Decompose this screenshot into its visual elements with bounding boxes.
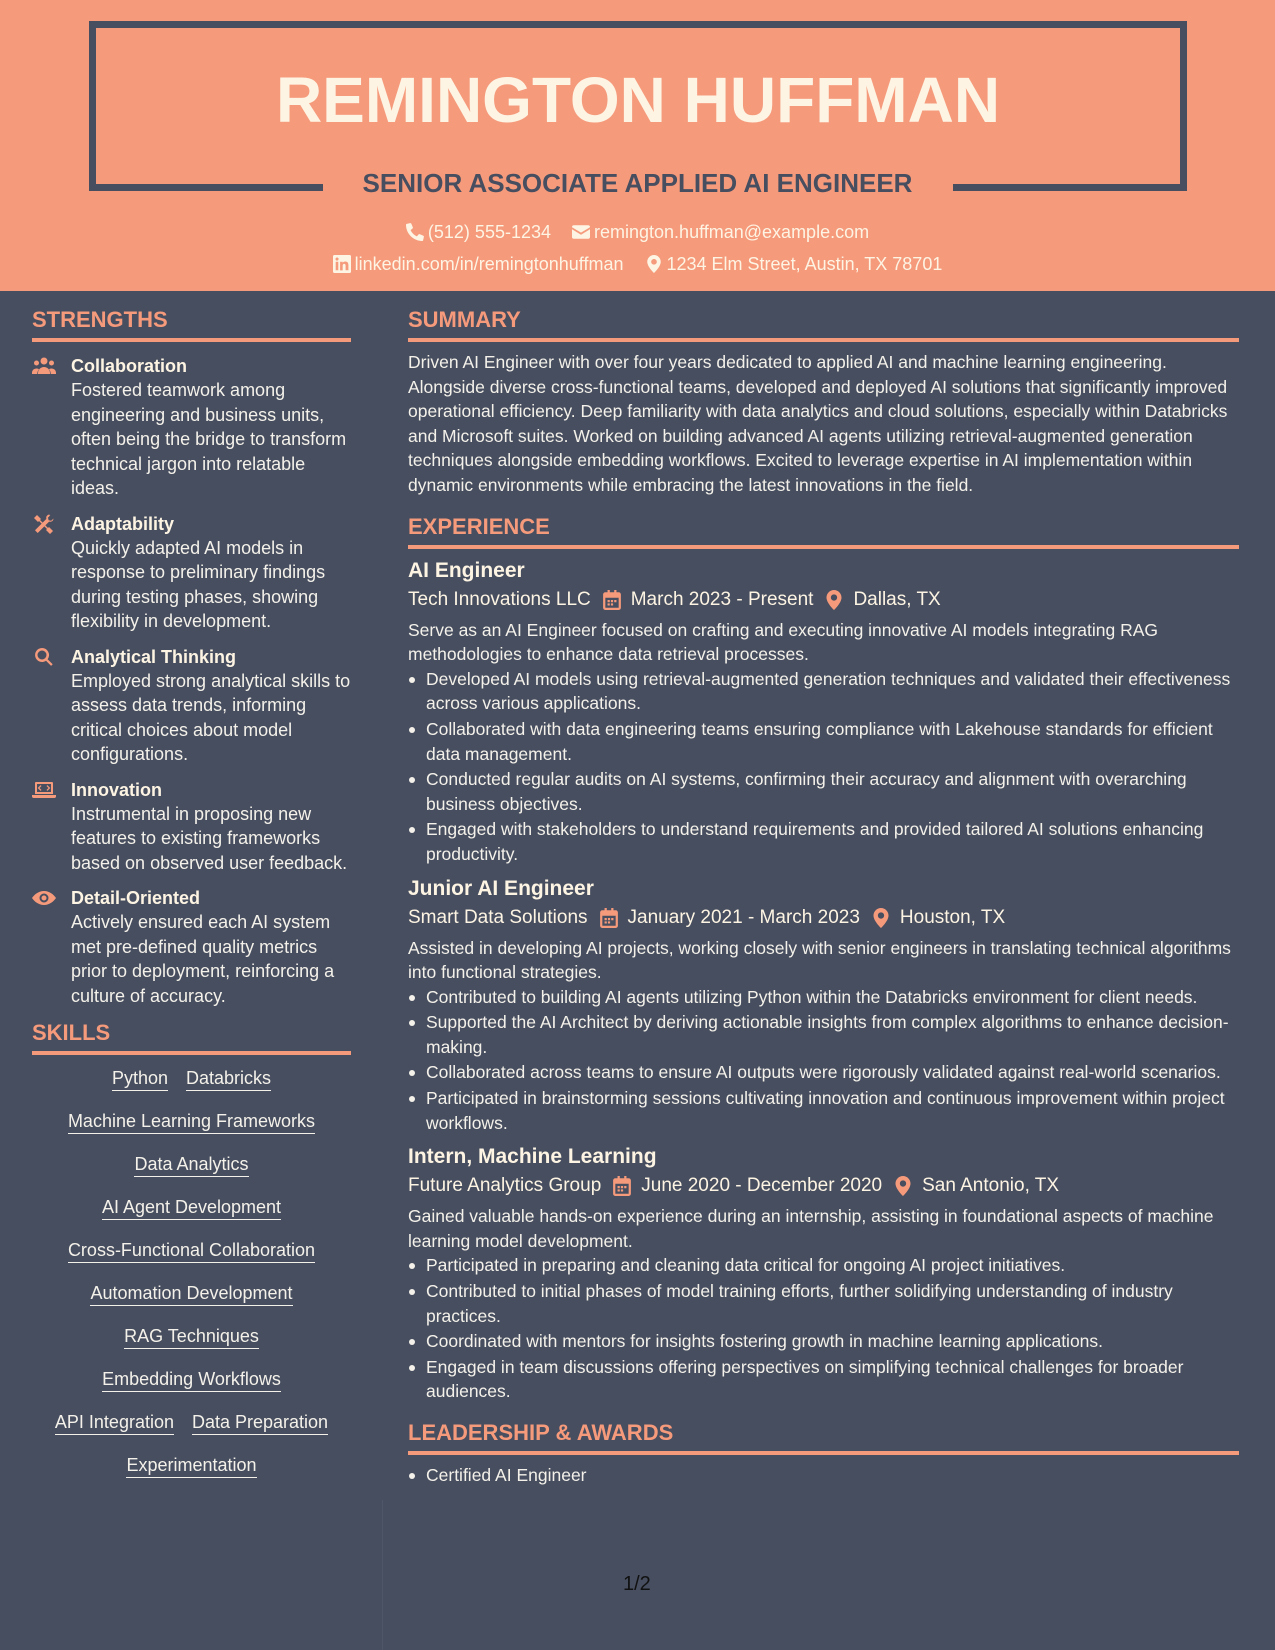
job-description: Gained valuable hands-on experience during an internship, assisting in foundational aspects of machine learning model development. <box>408 1206 1214 1251</box>
linkedin-text: linkedin.com/in/remingtonhuffman <box>354 254 624 274</box>
job-company: Future Analytics Group <box>408 1175 602 1197</box>
job-entry <box>408 557 1239 867</box>
email-contact[interactable] <box>572 220 869 244</box>
experience-heading: EXPERIENCE <box>408 513 1239 549</box>
map-marker-icon <box>645 255 663 273</box>
job-location: Houston, TX <box>899 906 1006 928</box>
job-bullets <box>408 667 1239 867</box>
skill-tag: Experimentation <box>126 1454 256 1478</box>
job-dates: January 2021 - March 2023 <box>627 906 860 928</box>
job-bullets <box>408 985 1239 1136</box>
strength-desc: Instrumental in proposing new features to existing frameworks based on observed user feedback. <box>71 803 348 873</box>
job-meta <box>408 1171 1239 1201</box>
job-bullet: Conducted regular audits on AI systems, confirming their accuracy and alignment with overarching business objectives. <box>408 767 1239 816</box>
skill-tag: Cross-Functional Collaboration <box>68 1239 315 1263</box>
summary-heading: SUMMARY <box>408 306 1239 342</box>
leadership-item: Certified AI Engineer <box>408 1463 1239 1488</box>
resume-header <box>0 0 1275 291</box>
strength-item <box>32 512 351 634</box>
tools-icon <box>32 514 56 534</box>
users-icon <box>32 356 56 376</box>
linkedin-icon <box>333 255 351 273</box>
skills-heading: SKILLS <box>32 1019 351 1055</box>
map-marker-icon <box>825 590 843 610</box>
skill-tag: API Integration <box>55 1411 174 1435</box>
job-entry <box>408 875 1239 1136</box>
job-bullet: Contributed to initial phases of model training efforts, further solidifying understanding of industry practices. <box>408 1279 1239 1328</box>
column-divider <box>382 1500 383 1650</box>
eye-icon <box>32 888 56 908</box>
strength-title: Collaboration <box>71 356 187 376</box>
strength-desc: Actively ensured each AI system met pre-defined quality metrics prior to deployment, reinforcing a culture of accuracy. <box>71 912 335 1006</box>
job-company: Smart Data Solutions <box>408 906 588 928</box>
strength-desc: Quickly adapted AI models in response to preliminary findings during testing phases, showing flexibility in development. <box>71 537 326 631</box>
map-marker-icon <box>894 1176 912 1196</box>
job-dates: June 2020 - December 2020 <box>641 1175 883 1197</box>
job-title: SENIOR ASSOCIATE APPLIED AI ENGINEER <box>362 168 913 198</box>
skill-tag: Databricks <box>186 1067 271 1091</box>
skill-tag: Data Analytics <box>134 1153 248 1177</box>
job-bullet: Contributed to building AI agents utilizing Python within the Databricks environment for client needs. <box>408 985 1239 1010</box>
candidate-name: REMINGTON HUFFMAN <box>275 64 1001 136</box>
calendar-icon <box>603 590 621 610</box>
job-location: Dallas, TX <box>853 588 941 610</box>
map-marker-icon <box>872 908 890 928</box>
calendar-icon <box>613 1176 631 1196</box>
address-text: 1234 Elm Street, Austin, TX 78701 <box>666 254 943 274</box>
address-contact <box>645 252 943 276</box>
job-bullet: Collaborated with data engineering teams ensuring compliance with Lakehouse standards for efficient data management. <box>408 717 1239 766</box>
skill-tag: RAG Techniques <box>124 1325 259 1349</box>
strength-item <box>32 645 351 767</box>
summary-text: Driven AI Engineer with over four years dedicated to applied AI and machine learning engineering. Alongside diverse cross-functional teams, developed and deployed AI solutions that significantly improved operational efficiency. Deep familiarity with data analytics and cloud solutions, especially within Databricks and Microsoft suites. Worked on building advanced AI agents utilizing retrieval-augmented generation techniques alongside embedding workflows. Excited to leverage expertise in AI implementation within dynamic environments while embracing the latest innovations in the field. <box>408 352 1228 495</box>
job-title: AI Engineer <box>408 558 525 582</box>
skill-tag: Automation Development <box>90 1282 292 1306</box>
job-meta <box>408 585 1239 615</box>
laptop-code-icon <box>32 780 56 800</box>
job-bullet: Supported the AI Architect by deriving actionable insights from complex algorithms to enhance decision-making. <box>408 1010 1239 1059</box>
leadership-list <box>408 1463 1239 1488</box>
phone-contact[interactable] <box>406 220 551 244</box>
skill-tag: AI Agent Development <box>102 1196 281 1220</box>
strength-desc: Employed strong analytical skills to assess data trends, informing critical choices about model configurations. <box>71 670 351 764</box>
left-column <box>32 306 351 1497</box>
job-meta <box>408 903 1239 933</box>
skill-tag: Machine Learning Frameworks <box>68 1110 315 1134</box>
strength-title: Innovation <box>71 779 162 800</box>
job-bullet: Coordinated with mentors for insights fostering growth in machine learning applications. <box>408 1329 1239 1354</box>
strengths-list <box>32 354 351 1008</box>
job-description: Serve as an AI Engineer focused on crafting and executing innovative AI models integrating RAG methodologies to enhance data retrieval processes. <box>408 619 1159 665</box>
job-location: San Antonio, TX <box>922 1175 1060 1197</box>
job-company: Tech Innovations LLC <box>408 588 591 610</box>
job-bullet: Engaged in team discussions offering perspectives on simplifying technical challenges for broader audiences. <box>408 1355 1239 1404</box>
contact-row-2 <box>0 252 1275 279</box>
strength-item <box>32 354 351 501</box>
job-bullet: Collaborated across teams to ensure AI outputs were rigorously validated against real-world scenarios. <box>408 1060 1239 1085</box>
email-text: remington.huffman@example.com <box>594 222 870 242</box>
job-description: Assisted in developing AI projects, working closely with senior engineers in translating technical algorithms into functional strategies. <box>408 937 1231 983</box>
strength-item <box>32 778 351 876</box>
contact-row-1 <box>0 220 1275 247</box>
job-bullet: Developed AI models using retrieval-augmented generation techniques and validated their effectiveness across various applications. <box>408 667 1239 716</box>
strength-title: Detail-Oriented <box>71 888 201 908</box>
strength-item <box>32 886 351 1008</box>
strength-title: Analytical Thinking <box>71 646 237 667</box>
linkedin-contact[interactable] <box>333 252 624 276</box>
leadership-heading: LEADERSHIP & AWARDS <box>408 1419 1239 1455</box>
job-title: Junior AI Engineer <box>408 876 594 900</box>
job-bullet: Participated in preparing and cleaning data critical for ongoing AI project initiatives. <box>408 1253 1239 1278</box>
skills-list <box>32 1055 351 1497</box>
job-bullet: Participated in brainstorming sessions cultivating innovation and continuous improvement within project workflows. <box>408 1086 1239 1135</box>
job-bullets <box>408 1253 1239 1404</box>
job-bullet: Engaged with stakeholders to understand requirements and provided tailored AI solutions enhancing productivity. <box>408 817 1239 866</box>
envelope-icon <box>572 223 590 241</box>
phone-text: (512) 555-1234 <box>427 222 551 242</box>
skill-tag: Embedding Workflows <box>102 1368 281 1392</box>
strength-title: Adaptability <box>71 513 175 534</box>
search-icon <box>32 647 56 667</box>
job-entry <box>408 1143 1239 1404</box>
skill-tag: Python <box>112 1067 168 1091</box>
job-dates: March 2023 - Present <box>630 588 814 610</box>
skill-tag: Data Preparation <box>192 1411 328 1435</box>
page-number: 1/2 <box>623 1573 651 1595</box>
strengths-heading: STRENGTHS <box>32 306 351 342</box>
calendar-icon <box>600 908 618 928</box>
strength-desc: Fostered teamwork among engineering and business units, often being the bridge to transform technical jargon into relatable ideas. <box>71 380 347 498</box>
phone-icon <box>406 223 424 241</box>
job-title: Intern, Machine Learning <box>408 1145 657 1169</box>
right-column <box>408 306 1239 1489</box>
